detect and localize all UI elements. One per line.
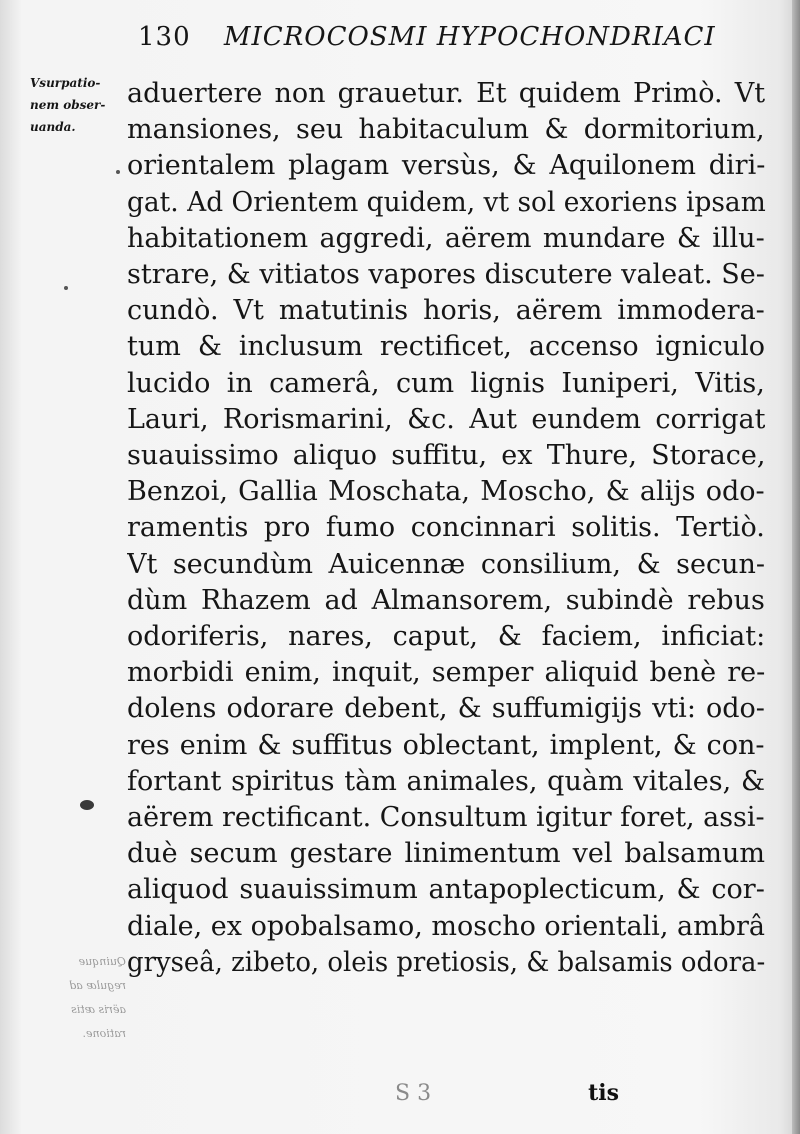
bleed-through-line: Quinque — [78, 955, 126, 968]
page-footer — [395, 1080, 775, 1106]
text-line: odoriferis, nares, caput, & faciem, inficiat: — [127, 621, 765, 653]
text-line: cundò. Vt matutinis horis, aërem immodera- — [127, 295, 765, 327]
text-line: Vt secundùm Auicennæ consilium, & secun- — [127, 548, 765, 580]
text-line: aliquod suauissimum antapoplecticum, & cor- — [127, 874, 765, 906]
ink-blot — [80, 800, 94, 810]
bleed-through-marginal-note — [16, 950, 126, 1046]
text-line: aërem rectificant. Consultum igitur foret, assi- — [127, 802, 765, 834]
bleed-through-line: ratione. — [82, 1027, 126, 1040]
text-line: orientalem plagam versùs, & Aquilonem diri- — [127, 150, 765, 182]
text-line: gat. Ad Orientem quidem, vt sol exoriens ipsam — [127, 186, 766, 218]
text-line: dùm Rhazem ad Almansorem, subindè rebus — [127, 584, 765, 616]
bleed-through-line: regulæ ad — [69, 979, 126, 992]
marginal-note-line: nem obser- — [30, 98, 106, 112]
page-header — [138, 22, 778, 52]
ink-speck — [64, 286, 68, 290]
body-text — [127, 76, 765, 981]
text-line: fortant spiritus tàm animales, quàm vitales, & — [127, 765, 765, 797]
text-line: lucido in camerâ, cum lignis Iuniperi, Vitis, — [127, 367, 765, 399]
text-line: tum & inclusum rectificet, accenso igniculo — [127, 331, 765, 363]
text-line: aduertere non grauetur. Et quidem Primò. Vt — [127, 78, 765, 109]
ink-speck — [116, 170, 120, 174]
marginal-note-line: uanda. — [30, 120, 76, 134]
text-line: diale, ex opobalsamo, moscho orientali, ambrâ — [127, 910, 765, 942]
text-line: morbidi enim, inquit, semper aliquid benè re- — [127, 657, 765, 689]
text-line: strare, & vitiatos vapores discutere valeat. Se- — [127, 259, 765, 291]
text-line: Benzoi, Gallia Moschata, Moscho, & alijs odo- — [127, 476, 765, 508]
signature-mark: S 3 — [395, 1081, 432, 1106]
marginal-note — [30, 72, 126, 138]
text-line: mansiones, seu habitaculum & dormitorium, — [127, 114, 765, 146]
text-line: gryseâ, zibeto, oleis pretiosis, & balsamis odora- — [127, 946, 765, 978]
page-number: 130 — [138, 22, 191, 52]
page-edge-shadow — [792, 0, 800, 1134]
bleed-through-line: aëris ætis — [71, 1003, 126, 1016]
running-head: MICROCOSMI HYPOCHONDRIACI — [223, 22, 716, 52]
text-line: Lauri, Rorismarini, &c. Aut eundem corrigat — [127, 403, 765, 435]
text-line: res enim & suffitus oblectant, implent, & con- — [127, 729, 765, 761]
text-line: ramentis pro fumo concinnari solitis. Tertiò. — [127, 512, 765, 544]
text-line: habitationem aggredi, aërem mundare & illu- — [127, 222, 765, 254]
catchword: tis — [588, 1080, 619, 1106]
text-line: suauissimo aliquo suffitu, ex Thure, Storace, — [127, 440, 765, 472]
marginal-note-line: Vsurpatio- — [30, 76, 101, 90]
text-line: duè secum gestare linimentum vel balsamum — [127, 838, 765, 870]
text-line: dolens odorare debent, & suffumigijs vti: odo- — [127, 693, 765, 725]
